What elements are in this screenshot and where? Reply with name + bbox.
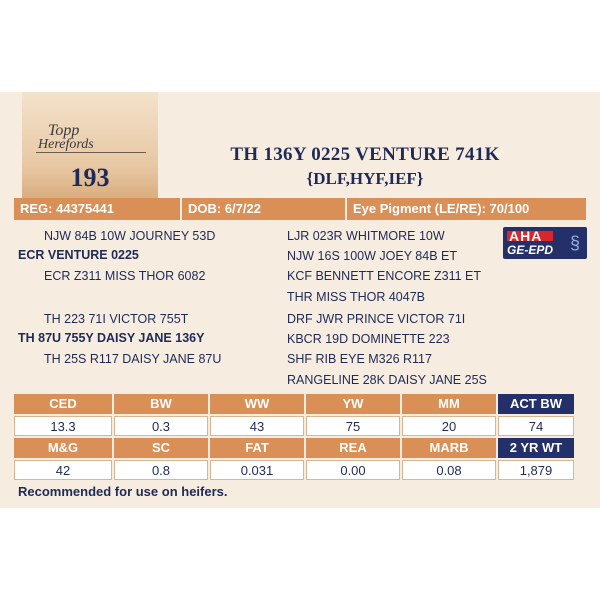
epd-value: 75 <box>306 416 400 436</box>
logo-line1: Topp <box>48 122 80 139</box>
pedigree-dss: DRF JWR PRINCE VICTOR 71I <box>287 312 466 326</box>
lot-card <box>0 92 600 508</box>
pedigree-sds: KCF BENNETT ENCORE Z311 ET <box>287 269 482 283</box>
epd-value: 43 <box>210 416 304 436</box>
recommendation-note: Recommended for use on heifers. <box>18 484 228 499</box>
animal-tags: {DLF,HYF,IEF} <box>306 169 424 188</box>
act-bw-header: ACT BW <box>498 394 574 414</box>
epd-value: 0.3 <box>114 416 208 436</box>
logo-underline <box>36 152 146 153</box>
epd-header: MARB <box>402 438 496 458</box>
pedigree-dam-dam: TH 25S R117 DAISY JANE 87U <box>44 352 222 366</box>
dna-icon: § <box>569 233 580 253</box>
epd-header: WW <box>210 394 304 414</box>
animal-name: TH 136Y 0225 VENTURE 741K <box>230 144 500 165</box>
epd-value: 0.08 <box>402 460 496 480</box>
aha-ge-epd-badge <box>503 227 587 259</box>
pedigree-ddd: RANGELINE 28K DAISY JANE 25S <box>287 373 487 387</box>
pedigree-sire-sire: NJW 84B 10W JOURNEY 53D <box>44 229 216 243</box>
pedigree-dam-sire: TH 223 71I VICTOR 755T <box>44 312 189 326</box>
epd-header: MM <box>402 394 496 414</box>
epd-value: 42 <box>14 460 112 480</box>
epd-header: YW <box>306 394 400 414</box>
pedigree-sire-dam: ECR Z311 MISS THOR 6082 <box>44 269 206 283</box>
badge-ge-epd-text: GE-EPD <box>507 243 554 257</box>
logo-line2: Herefords <box>38 137 94 152</box>
badge-aha-text: AHA <box>509 228 543 244</box>
act-bw-value: 74 <box>498 416 574 436</box>
epd-header: BW <box>114 394 208 414</box>
ranch-logo <box>30 124 150 152</box>
epd-value: 0.00 <box>306 460 400 480</box>
epd-value: 20 <box>402 416 496 436</box>
epd-value: 0.8 <box>114 460 208 480</box>
pedigree-ssd: NJW 16S 100W JOEY 84B ET <box>287 249 457 263</box>
epd-value-row-1 <box>14 416 576 436</box>
two-yr-wt-header: 2 YR WT <box>498 438 574 458</box>
two-yr-wt-value: 1,879 <box>498 460 574 480</box>
epd-header: M&G <box>14 438 112 458</box>
epd-header-row-2 <box>14 438 576 458</box>
date-of-birth: DOB: 6/7/22 <box>182 198 347 220</box>
pedigree-sdd: THR MISS THOR 4047B <box>287 290 426 304</box>
pedigree-dds: SHF RIB EYE M326 R117 <box>287 352 432 366</box>
pedigree-dam: TH 87U 755Y DAISY JANE 136Y <box>18 331 205 345</box>
epd-header: SC <box>114 438 208 458</box>
epd-header: CED <box>14 394 112 414</box>
epd-value-row-2 <box>14 460 576 480</box>
epd-header: REA <box>306 438 400 458</box>
pedigree-sss: LJR 023R WHITMORE 10W <box>287 229 445 243</box>
epd-header-row-1 <box>14 394 576 414</box>
epd-value: 0.031 <box>210 460 304 480</box>
lot-number: 193 <box>70 163 110 192</box>
registration-number: REG: 44375441 <box>14 198 182 220</box>
pedigree-sire: ECR VENTURE 0225 <box>18 248 139 262</box>
epd-value: 13.3 <box>14 416 112 436</box>
pedigree-dsd: KBCR 19D DOMINETTE 223 <box>287 332 450 346</box>
info-bar <box>14 198 586 220</box>
eye-pigment: Eye Pigment (LE/RE): 70/100 <box>347 198 586 220</box>
epd-header: FAT <box>210 438 304 458</box>
